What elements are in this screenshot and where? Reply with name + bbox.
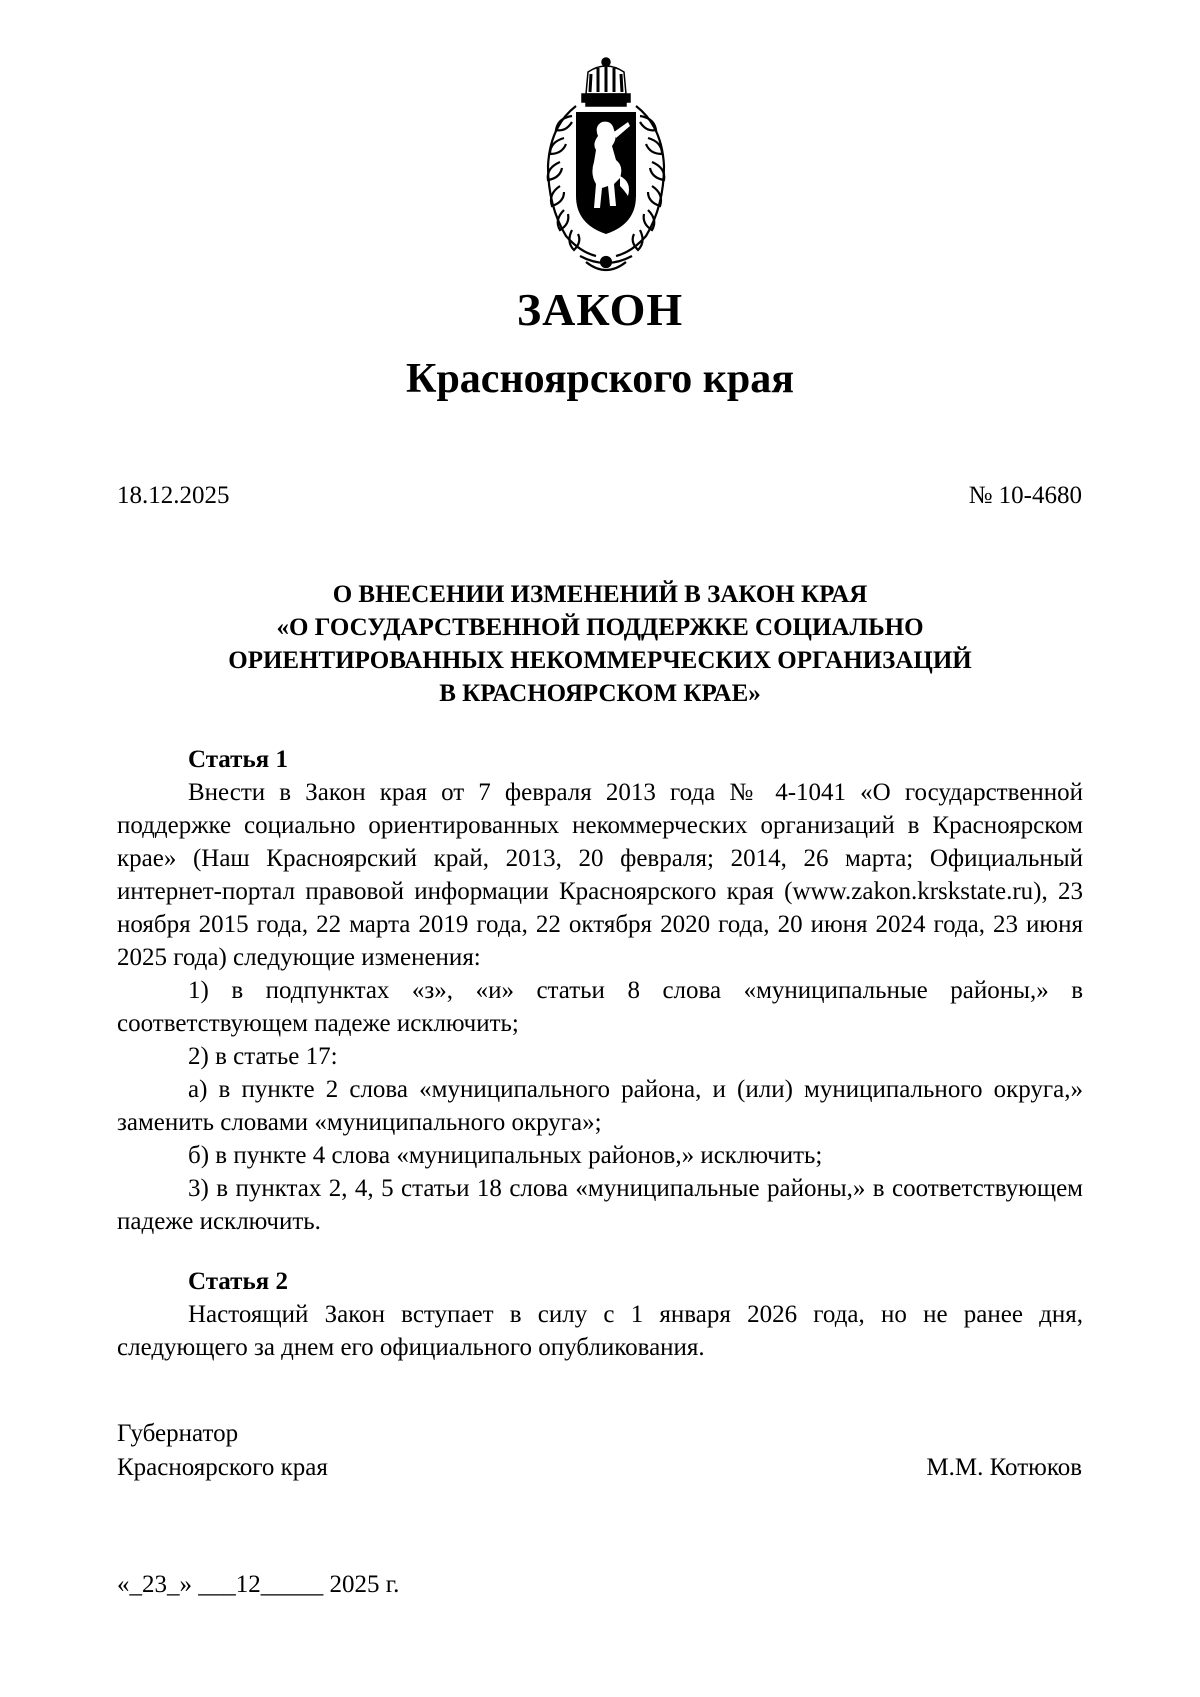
article-1-item: 1) в подпунктах «з», «и» статьи 8 слова «муниципальные районы,» в соответствующем падеже исключить; <box>117 977 1083 1037</box>
article-1-item: 2) в статье 17: <box>188 1043 338 1070</box>
signatory-position-line: Губернатор <box>117 1420 239 1447</box>
signature-date: «_23_» ___12_____ 2025 г. <box>117 1571 400 1598</box>
signatory-name: М.М. Котюков <box>926 1454 1082 1481</box>
article-2-title: Статья 2 <box>188 1268 288 1295</box>
signatory-position-line: Красноярского края <box>117 1454 328 1481</box>
heading-line: ОРИЕНТИРОВАННЫХ НЕКОММЕРЧЕСКИХ ОРГАНИЗАЦИЙ <box>228 647 972 674</box>
heading-line: «О ГОСУДАРСТВЕННОЙ ПОДДЕРЖКЕ СОЦИАЛЬНО <box>276 614 924 641</box>
article-1 <box>117 743 1083 1238</box>
document-title: ЗАКОН <box>516 284 684 335</box>
article-1-title: Статья 1 <box>188 746 288 773</box>
document-subtitle: Красноярского края <box>405 356 795 402</box>
krasnoyarsk-coat-of-arms-icon <box>536 56 676 278</box>
article-1-subitem: а) в пункте 2 слова «муниципального района, и (или) муниципального округа,» заменить словами «муниципального округа»; <box>117 1076 1083 1136</box>
heading-line: О ВНЕСЕНИИ ИЗМЕНЕНИЙ В ЗАКОН КРАЯ <box>332 581 868 608</box>
article-1-subitem: б) в пункте 4 слова «муниципальных районов,» исключить; <box>188 1142 823 1169</box>
article-1-item: 3) в пунктах 2, 4, 5 статьи 18 слова «муниципальные районы,» в соответствующем падеже исключить. <box>117 1175 1083 1235</box>
law-heading <box>117 578 1083 710</box>
article-1-paragraph: Внести в Закон края от 7 февраля 2013 года № 4-1041 «О государственной поддержке социально ориентированных некоммерческих организаций в Красноярском крае» (Наш Красноярский край, 2013, 20 февраля; 2014, 26 марта; Официальный интернет-портал правовой информации Красноярского края (www.zakon.krskstate.ru), 23 ноября 2015 года, 22 марта 2019 года, 22 октября 2020 года, 20 июня 2024 года, 23 июня 2025 года) следующие изменения: <box>117 779 1083 971</box>
signatory-position <box>117 1417 328 1485</box>
document-date: 18.12.2025 <box>117 482 230 509</box>
article-2-paragraph: Настоящий Закон вступает в силу с 1 января 2026 года, но не ранее дня, следующего за днем его официального опубликования. <box>117 1301 1083 1361</box>
article-2 <box>117 1265 1083 1364</box>
document-number: № 10-4680 <box>968 482 1082 509</box>
heading-line: В КРАСНОЯРСКОМ КРАЕ» <box>439 680 761 707</box>
